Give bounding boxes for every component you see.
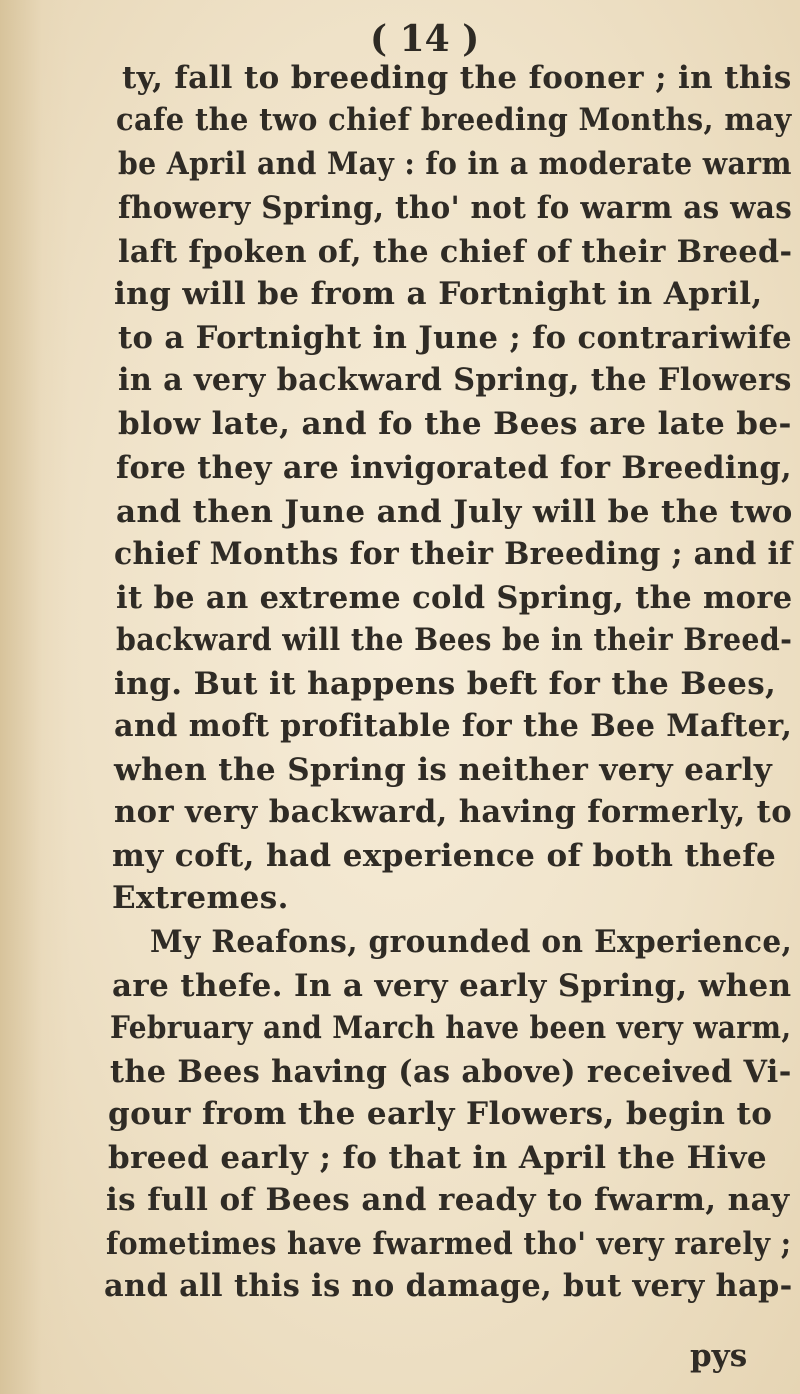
- text-line: in a very backward Spring, the Flowers: [118, 362, 792, 398]
- text-line: ing. But it happens beft for the Bees,: [114, 666, 777, 702]
- text-line: fometimes have fwarmed tho' very rarely ;: [106, 1226, 792, 1262]
- text-line: and moft profitable for the Bee Mafter,: [114, 708, 793, 744]
- text-line: it be an extreme cold Spring, the more: [116, 580, 793, 616]
- text-line: cafe the two chief breeding Months, may: [116, 102, 792, 138]
- text-line: and then June and July will be the two: [116, 494, 793, 530]
- text-line: laft fpoken of, the chief of their Breed-: [118, 234, 793, 270]
- page-number: ( 14 ): [370, 18, 480, 60]
- text-line: is full of Bees and ready to fwarm, nay: [106, 1182, 790, 1218]
- text-line: chief Months for their Breeding ; and if: [114, 536, 793, 572]
- text-line: fore they are invigorated for Breeding,: [116, 450, 792, 486]
- text-line: ing will be from a Fortnight in April,: [114, 276, 763, 312]
- catchword: pys: [690, 1338, 748, 1374]
- text-line: breed early ; fo that in April the Hive: [108, 1140, 768, 1176]
- text-line: fhowery Spring, tho' not fo warm as was: [118, 190, 793, 226]
- text-line: blow late, and fo the Bees are late be-: [118, 406, 792, 442]
- text-line: and all this is no damage, but very hap-: [104, 1268, 793, 1304]
- text-line: gour from the early Flowers, begin to: [108, 1096, 773, 1132]
- text-line: nor very backward, having formerly, to: [114, 794, 793, 830]
- text-line: February and March have been very warm,: [110, 1010, 792, 1046]
- text-line: are thefe. In a very early Spring, when: [112, 968, 792, 1004]
- text-line: the Bees having (as above) received Vi-: [110, 1054, 792, 1090]
- text-line: Extremes.: [112, 880, 289, 916]
- text-line: ty, fall to breeding the fooner ; in this: [122, 60, 792, 96]
- page-edge-shadow: [0, 0, 70, 1394]
- text-line: my coft, had experience of both thefe: [112, 838, 777, 874]
- text-line: be April and May : fo in a moderate warm: [118, 146, 792, 182]
- text-line: backward will the Bees be in their Breed-: [116, 622, 793, 658]
- text-line: when the Spring is neither very early: [114, 752, 773, 788]
- text-line: to a Fortnight in June ; fo contrariwife: [118, 320, 792, 356]
- text-line: My Reafons, grounded on Experience,: [150, 924, 793, 960]
